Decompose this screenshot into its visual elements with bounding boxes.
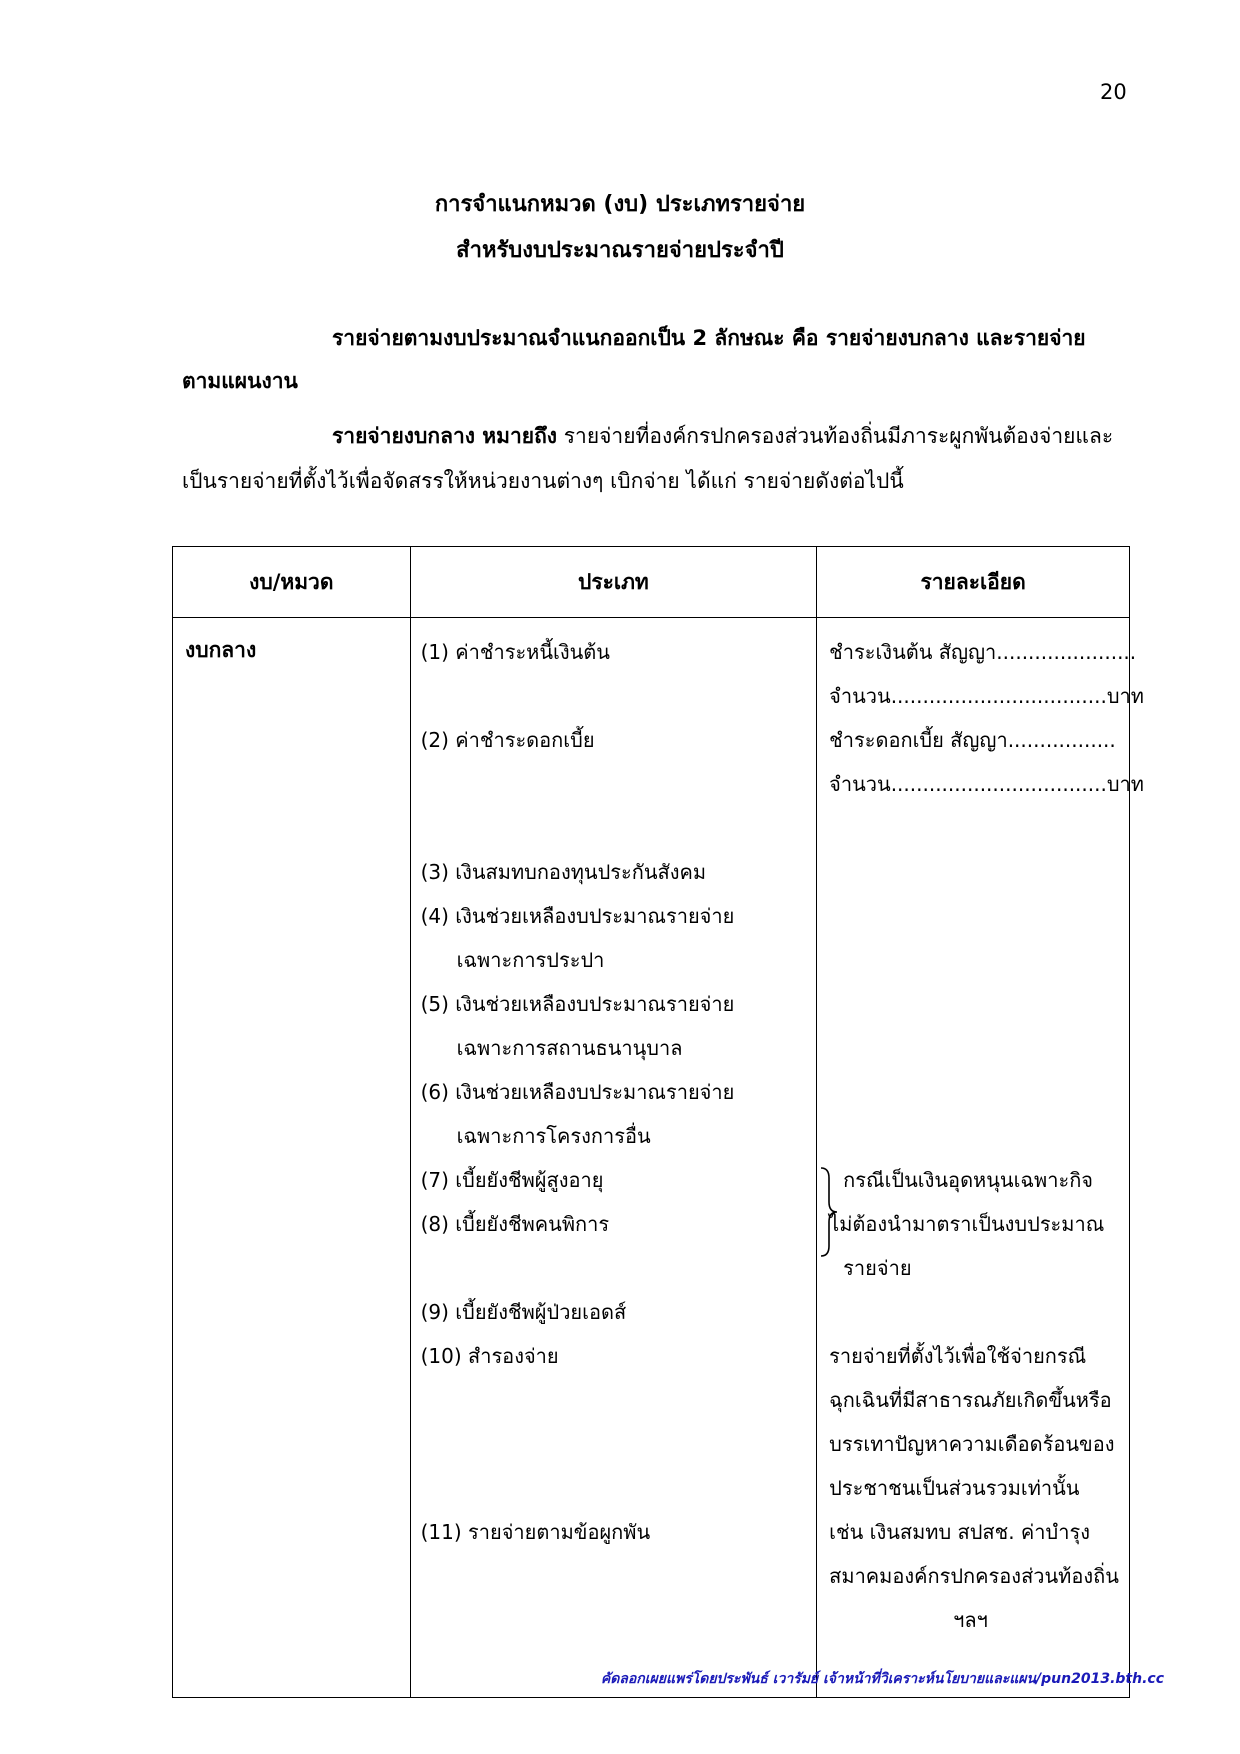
- type-item: (5) เงินช่วยเหลืองบประมาณรายจ่าย: [420, 992, 735, 1016]
- category-label: งบกลาง: [185, 638, 257, 662]
- page-subtitle: สำหรับงบประมาณรายจ่ายประจำปี: [456, 238, 784, 263]
- type-item: (4) เงินช่วยเหลืองบประมาณรายจ่าย: [420, 904, 735, 928]
- type-item: (9) เบี้ยยังชีพผู้ป่วยเอดส์: [420, 1300, 627, 1324]
- type-item: (7) เบี้ยยังชีพผู้สูงอายุ: [420, 1168, 604, 1192]
- footer-credit: คัดลอกเผยแพร่โดยประพันธ์ เวารัมย์ เจ้าหน้าที่วิเคราะห์นโยบายและแผน/pun2013.bth.cc: [600, 1671, 1164, 1687]
- detail-line: ชำระเงินต้น สัญญา......................: [829, 640, 1137, 664]
- detail-line: สมาคมองค์กรปกครองส่วนท้องถิ่น: [829, 1564, 1119, 1588]
- detail-line: เช่น เงินสมทบ สปสช. ค่าบำรุง: [829, 1520, 1090, 1544]
- definition-line-1: [332, 420, 1113, 453]
- definition-line-2: เป็นรายจ่ายที่ตั้งไว้เพื่อจัดสรรให้หน่วยงานต่างๆ เบิกจ่าย ได้แก่ รายจ่ายดังต่อไปนี้: [182, 469, 904, 493]
- category-cell: [173, 618, 411, 1698]
- type-item: (10) สำรองจ่าย: [420, 1344, 559, 1368]
- table-row: [173, 618, 1130, 1698]
- detail-line: ประชาชนเป็นส่วนรวมเท่านั้น: [829, 1476, 1080, 1500]
- header-detail: รายละเอียด: [817, 547, 1130, 618]
- intro-line-2: ตามแผนงาน: [182, 369, 298, 393]
- page-title: การจำแนกหมวด (งบ) ประเภทรายจ่าย: [434, 192, 806, 217]
- type-item-continuation: เฉพาะการโครงการอื่น: [456, 1124, 651, 1148]
- detail-line: รายจ่ายที่ตั้งไว้เพื่อใช้จ่ายกรณี: [829, 1344, 1087, 1368]
- detail-line: ชำระดอกเบี้ย สัญญา.................: [829, 728, 1116, 752]
- type-item: (1) ค่าชำระหนี้เงินต้น: [420, 640, 610, 664]
- header-type: ประเภท: [410, 547, 817, 618]
- type-item: (3) เงินสมทบกองทุนประกันสังคม: [420, 860, 707, 884]
- page-number: 20: [1100, 80, 1127, 104]
- type-item-continuation: เฉพาะการประปา: [456, 948, 605, 972]
- type-item: (11) รายจ่ายตามข้อผูกพัน: [420, 1520, 651, 1544]
- detail-line: กรณีเป็นเงินอุดหนุนเฉพาะกิจ: [843, 1168, 1094, 1192]
- type-item: (2) ค่าชำระดอกเบี้ย: [420, 728, 595, 752]
- budget-classification-table: [172, 546, 1144, 1698]
- header-category: งบ/หมวด: [173, 547, 411, 618]
- detail-line: จำนวน..................................บาท: [829, 684, 1144, 708]
- detail-line: ฯลฯ: [953, 1608, 988, 1632]
- detail-line: ฉุกเฉินที่มีสาธารณภัยเกิดขึ้นหรือ: [829, 1388, 1112, 1412]
- table-header-row: [173, 547, 1130, 618]
- detail-line: รายจ่าย: [843, 1256, 912, 1280]
- definition-text: รายจ่ายที่องค์กรปกครองส่วนท้องถิ่นมีภาระผูกพันต้องจ่ายและ: [563, 424, 1114, 448]
- detail-line: บรรเทาปัญหาความเดือดร้อนของ: [829, 1432, 1115, 1456]
- detail-line: จำนวน..................................บาท: [829, 772, 1144, 796]
- detail-line: ไม่ต้องนำมาตราเป็นงบประมาณ: [829, 1212, 1105, 1236]
- intro-line-1: รายจ่ายตามงบประมาณจำแนกออกเป็น 2 ลักษณะ คือ รายจ่ายงบกลาง และรายจ่าย: [332, 326, 1086, 350]
- detail-cell: [817, 618, 1144, 1698]
- type-item: (8) เบี้ยยังชีพคนพิการ: [420, 1212, 610, 1236]
- type-item-continuation: เฉพาะการสถานธนานุบาล: [456, 1036, 683, 1060]
- type-item: (6) เงินช่วยเหลืองบประมาณรายจ่าย: [420, 1080, 735, 1104]
- definition-term: รายจ่ายงบกลาง หมายถึง: [332, 424, 558, 448]
- type-cell: [410, 618, 817, 1698]
